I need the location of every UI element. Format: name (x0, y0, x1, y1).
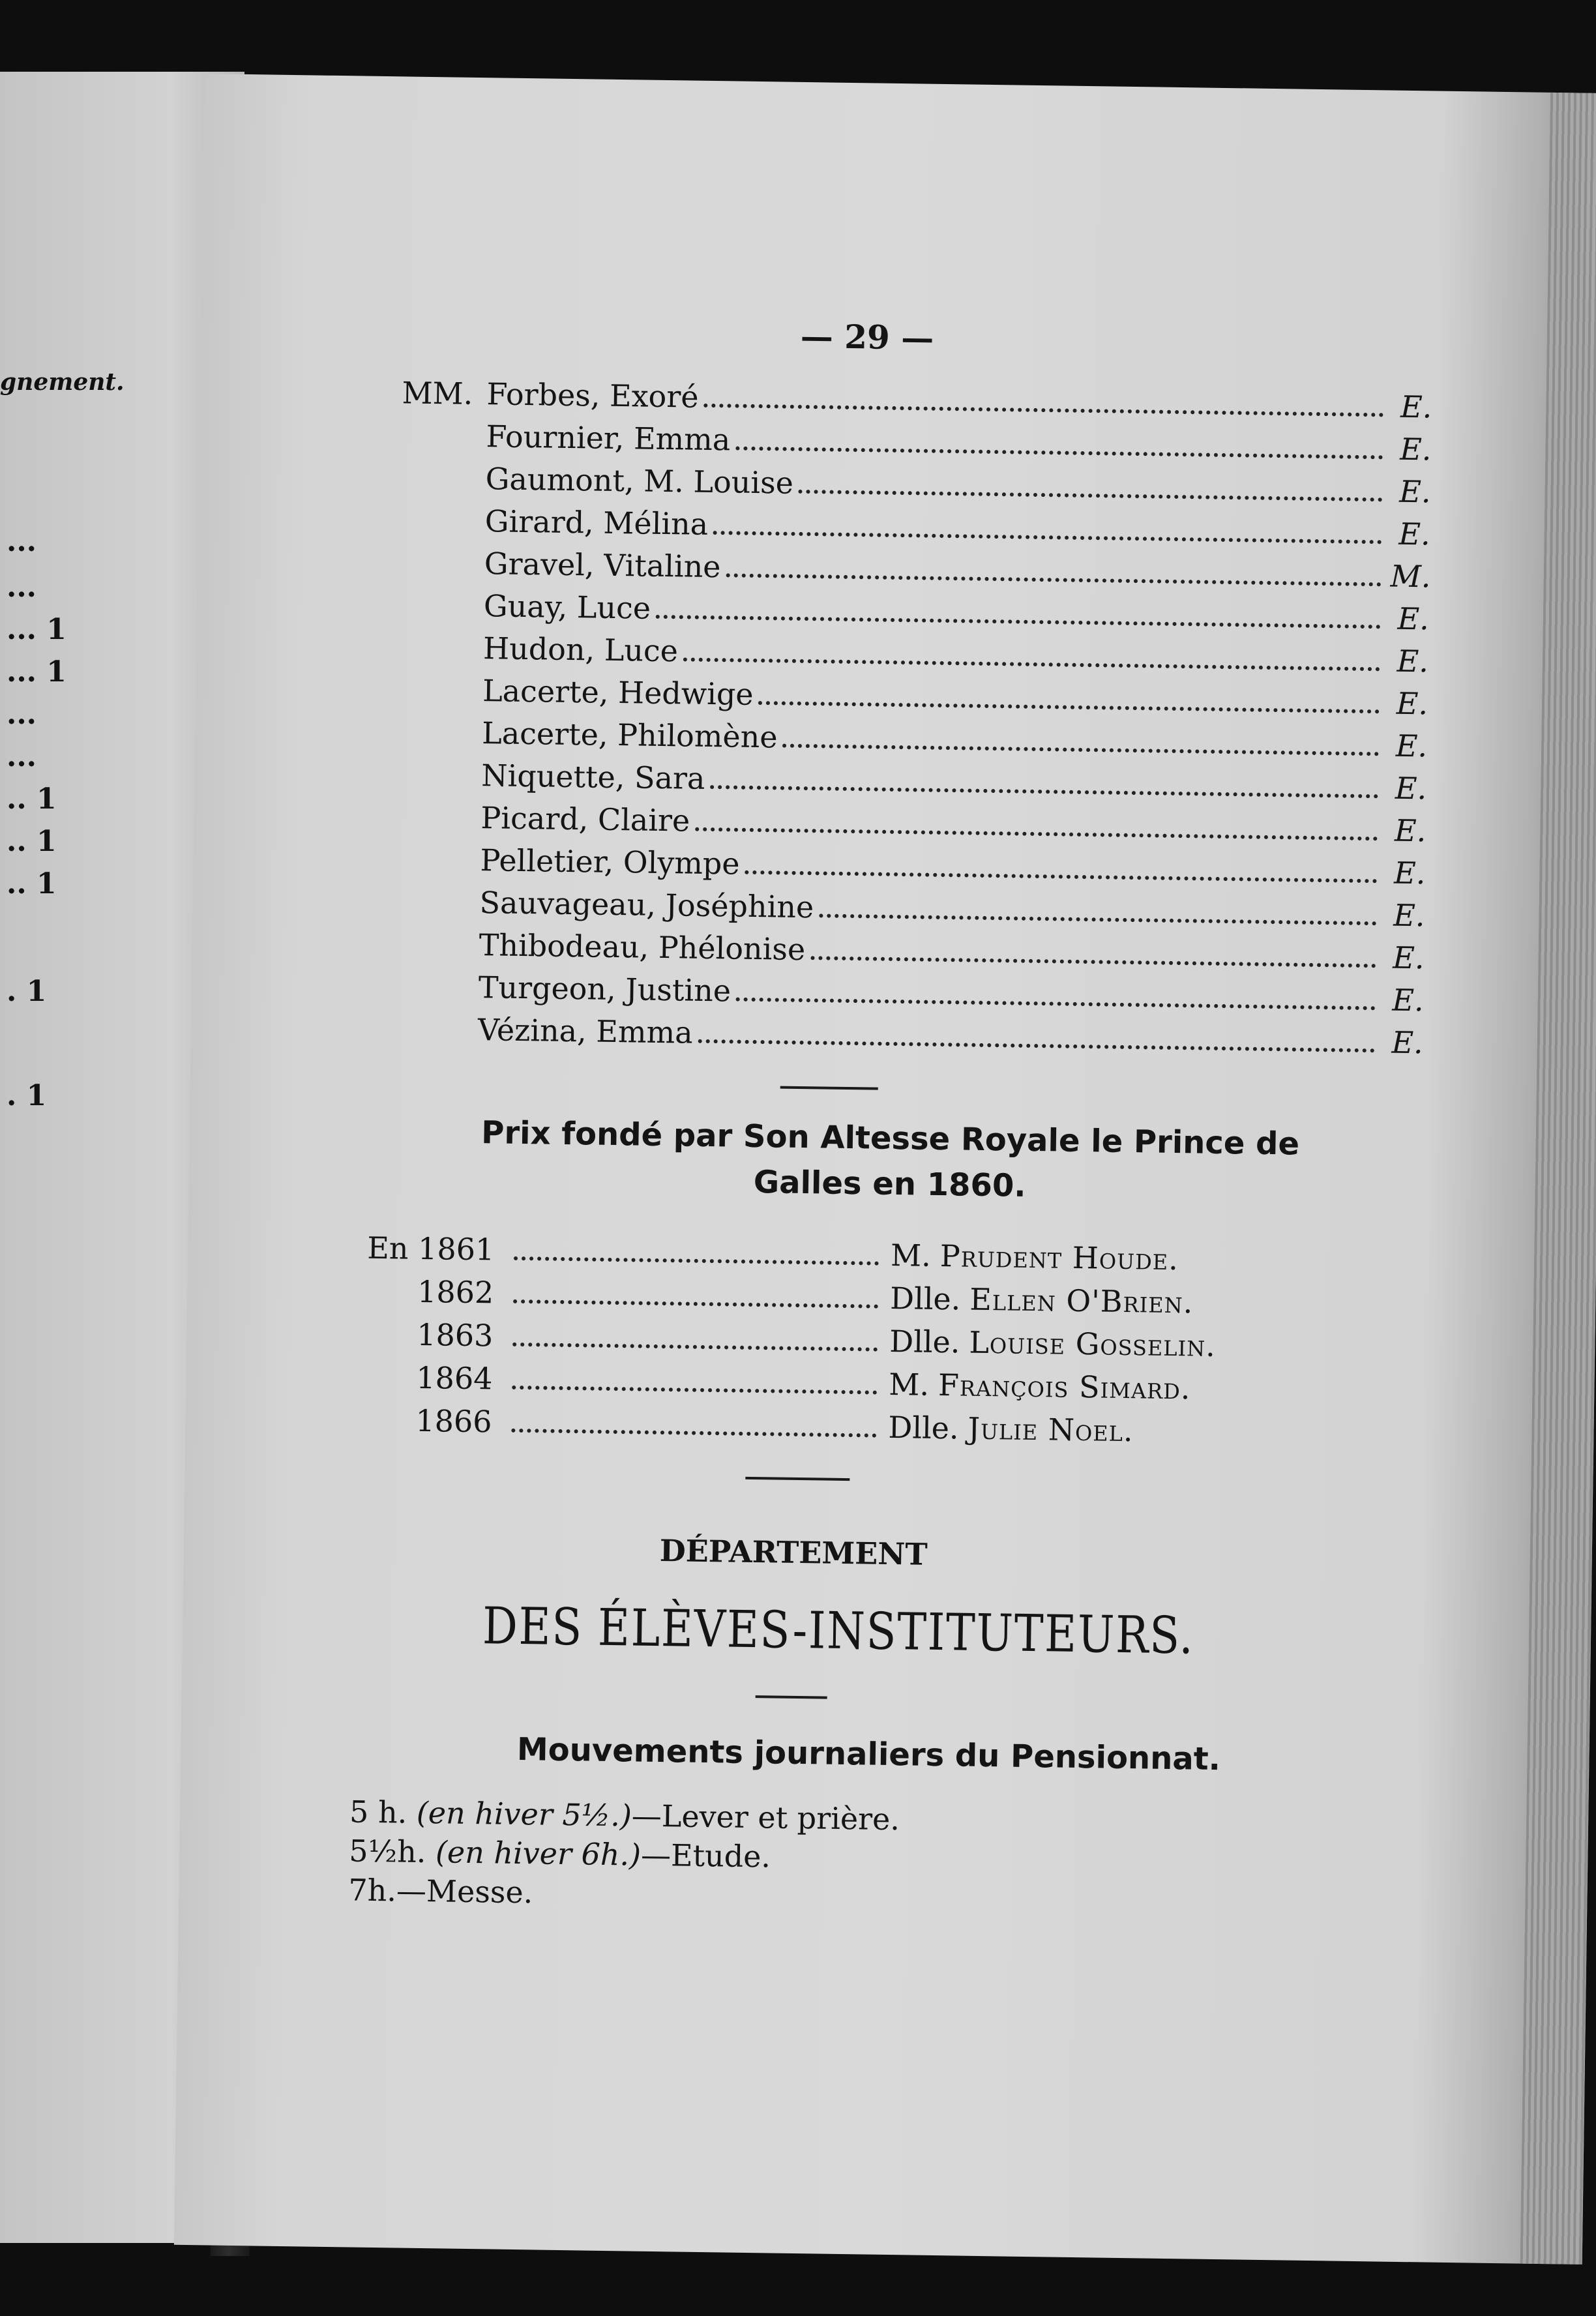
student-grade: E. (1393, 855, 1426, 891)
student-grade: E. (1395, 770, 1427, 807)
left-line: ... 1 (7, 613, 66, 646)
prize-winner: Prudent Houde. (939, 1238, 1179, 1277)
prize-year: En 1861 (366, 1230, 495, 1268)
dot-leader (710, 785, 1378, 798)
schedule-note: (en hiver 5½.) (416, 1794, 632, 1833)
student-grade: E. (1400, 389, 1432, 425)
book-page (174, 74, 1596, 2264)
student-grade: E. (1398, 516, 1431, 552)
student-grade: M. (1390, 558, 1431, 595)
student-name: Girard, Mélina (484, 503, 709, 542)
schedule-activity: —Messe. (396, 1873, 533, 1910)
dot-leader (726, 573, 1381, 586)
dot-leader (782, 744, 1379, 756)
student-name: Turgeon, Justine (478, 970, 732, 1009)
names-prefix: MM. (402, 375, 473, 411)
section-rule (745, 1477, 850, 1481)
dot-leader (512, 1343, 878, 1352)
student-grade: E. (1393, 897, 1425, 934)
left-line: .. 1 (7, 825, 57, 858)
student-grade: E. (1392, 982, 1425, 1018)
schedule-heading: Mouvements journaliers du Pensionnat. (516, 1731, 1221, 1778)
left-line: .. 1 (7, 782, 57, 816)
department-title: DES ÉLÈVES-INSTITUTEURS. (482, 1597, 1195, 1666)
dot-leader (736, 998, 1376, 1011)
prize-year: 1866 (415, 1403, 492, 1440)
prize-heading-line2: Galles en 1860. (753, 1164, 1026, 1204)
student-name: Picard, Claire (480, 800, 690, 839)
prize-title: M. (890, 1237, 932, 1273)
student-grade: E. (1394, 812, 1426, 849)
dot-leader (819, 913, 1376, 925)
left-line: .. 1 (7, 867, 57, 900)
student-grade: E. (1396, 685, 1428, 722)
student-name: Thibodeau, Phélonise (479, 927, 806, 968)
prize-winner: Ellen O'Brien. (969, 1281, 1194, 1320)
left-heading: gnement. (0, 368, 125, 396)
schedule-time: 5½h. (348, 1833, 426, 1870)
schedule-item (349, 1794, 900, 1837)
student-grade: E. (1395, 728, 1428, 764)
dot-leader (810, 956, 1376, 968)
student-name: Forbes, Exoré (486, 376, 699, 415)
left-line: ... 1 (7, 655, 66, 689)
left-line: ... (7, 525, 37, 558)
dot-leader (511, 1429, 876, 1438)
schedule-item (349, 1833, 771, 1874)
schedule-time: 7h. (348, 1872, 397, 1908)
dot-leader (713, 531, 1382, 544)
prize-year: 1862 (417, 1273, 494, 1311)
dot-leader (703, 404, 1383, 417)
student-grade: E. (1399, 431, 1432, 468)
student-name: Lacerte, Hedwige (482, 673, 754, 712)
student-name: Lacerte, Philomène (481, 715, 778, 755)
dot-leader (656, 615, 1381, 629)
student-grade: E. (1391, 1024, 1424, 1061)
left-line: . 1 (7, 1079, 47, 1112)
left-line: . 1 (7, 975, 47, 1008)
dot-leader (735, 447, 1383, 460)
left-line: ... (7, 698, 37, 731)
prize-winner: Julie Noel. (968, 1410, 1134, 1449)
prize-winner: François Simard. (938, 1367, 1191, 1406)
student-grade: E. (1393, 940, 1425, 976)
student-name: Fournier, Emma (486, 419, 731, 458)
prize-winner: Louise Gosselin. (969, 1324, 1217, 1363)
left-line: ... (7, 571, 37, 604)
section-rule (756, 1695, 827, 1699)
dot-leader (695, 827, 1378, 841)
dot-leader (512, 1386, 877, 1395)
schedule-activity: —Etude. (640, 1837, 771, 1875)
student-grade: E. (1399, 473, 1431, 510)
student-name: Pelletier, Olympe (480, 842, 740, 882)
student-grade: E. (1397, 601, 1430, 637)
prize-title: M. (889, 1366, 930, 1403)
student-name: Niquette, Sara (480, 758, 705, 796)
student-grade: E. (1396, 643, 1429, 679)
department-label: DÉPARTEMENT (659, 1533, 928, 1572)
dot-leader (745, 870, 1377, 883)
student-name: Guay, Luce (483, 588, 651, 626)
dot-leader (698, 1039, 1374, 1052)
student-name: Hudon, Luce (482, 631, 679, 669)
prize-heading: Prix fondé par Son Altesse Royale le Prince de (480, 1114, 1300, 1163)
dot-leader (799, 490, 1383, 502)
dot-leader (758, 701, 1380, 713)
section-rule (780, 1086, 878, 1090)
student-name: Sauvageau, Joséphine (479, 885, 814, 925)
student-name: Vézina, Emma (477, 1012, 693, 1050)
student-name: Gravel, Vitaline (484, 546, 721, 585)
left-line: ... (7, 740, 37, 773)
dot-leader (683, 657, 1380, 671)
prize-year: 1863 (416, 1316, 494, 1354)
page-number: — 29 — (800, 316, 934, 357)
schedule-item (348, 1872, 533, 1910)
schedule-note: (en hiver 6h.) (435, 1834, 642, 1873)
page-edge (1520, 93, 1596, 2264)
prize-year: 1864 (416, 1359, 493, 1397)
schedule-activity: —Lever et prière. (631, 1798, 900, 1837)
student-name: Gaumont, M. Louise (485, 461, 794, 501)
dot-leader (513, 1299, 878, 1309)
dot-leader (514, 1256, 879, 1266)
prize-title: Dlle. (889, 1323, 960, 1360)
prize-title: Dlle. (888, 1409, 959, 1446)
prize-title: Dlle. (889, 1280, 961, 1317)
schedule-time: 5 h. (349, 1794, 407, 1830)
